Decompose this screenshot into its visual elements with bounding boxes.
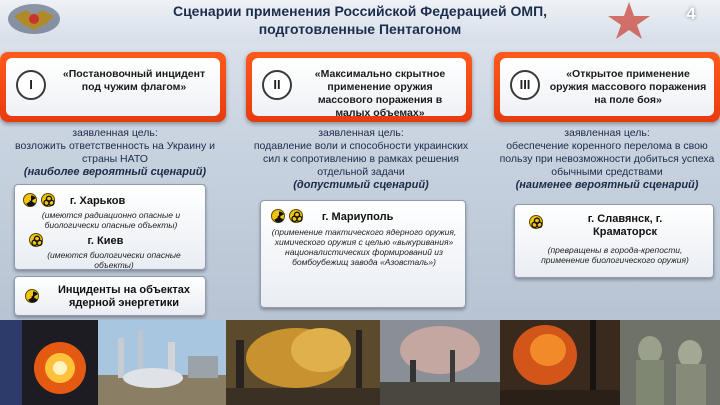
scenario-1-numeral: I — [16, 70, 46, 100]
eagle-emblem-icon — [4, 2, 64, 36]
scenario-3-goal-text: обеспечение коренного перелома в свою пользу при невозможности добиться успеха обычными средствами — [499, 140, 715, 178]
scenario-3-likelihood: (наименее вероятный сценарий) — [515, 179, 699, 191]
mariupol-note: (применение тактического ядерного оружия, химического оружия с целью «выкуривания» националистических формирований из бомбоубежищ завода «Азовсталь») — [271, 227, 457, 267]
explosion-photo — [0, 320, 98, 405]
scenario-3-numeral: III — [510, 70, 540, 100]
slavyansk-kramatorsk-city: г. Славянск, г. Краматорск — [587, 213, 663, 238]
kharkiv-city: г. Харьков — [69, 195, 126, 207]
scenario-3-title: «Открытое применение оружия массового поражения на поле боя» — [549, 68, 707, 106]
kiev-note: (имеются биологически опасные объекты) — [47, 250, 181, 270]
biohazard-icon — [289, 209, 303, 223]
nuclear-incidents-text: Инциденты на объектах ядерной энергетики — [57, 284, 191, 309]
page-number: 4 — [686, 4, 696, 23]
biohazard-icon — [529, 215, 543, 229]
scenario-1-title: «Постановочный инцидент под чужим флагом» — [62, 68, 206, 93]
radiation-icon — [25, 289, 39, 303]
page-title — [140, 2, 580, 38]
scenario-2-header — [246, 52, 472, 122]
kharkiv-note: (имеются радиационно опасные и биологически опасные объекты) — [41, 210, 181, 230]
scenario-2-likelihood: (допустимый сценарий) — [293, 179, 429, 191]
industrial-plant-photo — [98, 320, 226, 405]
kiev-city: г. Киев — [87, 235, 124, 247]
title-line-2: подготовленные Пентагоном — [258, 21, 462, 37]
scenario-2-numeral: II — [262, 70, 292, 100]
fire-blast-photo — [500, 320, 620, 405]
scenario-3-goal — [496, 127, 718, 192]
scenario-1-goal-label: заявленная цель: — [72, 127, 158, 139]
card-mariupol — [260, 200, 466, 308]
scenario-1-goal-text: возложить ответственность на Украину и страны НАТО — [15, 140, 215, 165]
mariupol-city: г. Мариуполь — [321, 211, 394, 223]
radiation-icon — [271, 209, 285, 223]
card-nuclear-incidents — [14, 276, 206, 316]
star-emblem-icon — [604, 0, 654, 40]
scenario-3-goal-label: заявленная цель: — [564, 127, 650, 139]
scenario-1-likelihood: (наиболее вероятный сценарий) — [23, 166, 207, 178]
scenario-2-goal-label: заявленная цель: — [318, 127, 404, 139]
smoke-cloud-photo — [226, 320, 380, 405]
scenario-2-goal — [252, 127, 470, 192]
biohazard-icon — [41, 193, 55, 207]
radiation-icon — [23, 193, 37, 207]
photo-strip — [0, 320, 720, 405]
slavyansk-note: (превращены в города-крепости, применение биологического оружия) — [541, 245, 689, 265]
title-line-1: Сценарии применения Российской Федерацией ОМП, — [172, 3, 548, 19]
hazmat-soldiers-photo — [620, 320, 720, 405]
scenario-2-title: «Максимально скрытное применение оружия массового поражения в малых объемах» — [314, 68, 446, 119]
burning-factory-photo — [380, 320, 500, 405]
scenario-1-goal — [4, 127, 226, 179]
biohazard-icon — [29, 233, 43, 247]
card-slavyansk-kramatorsk — [514, 204, 714, 278]
scenario-3-header — [494, 52, 720, 122]
scenario-2-goal-text: подавление воли и способности украинских сил к сопротивлению в рамках решения отдельной задачи — [253, 140, 469, 178]
scenario-1-header — [0, 52, 226, 122]
card-kharkiv-kiev — [14, 184, 206, 270]
